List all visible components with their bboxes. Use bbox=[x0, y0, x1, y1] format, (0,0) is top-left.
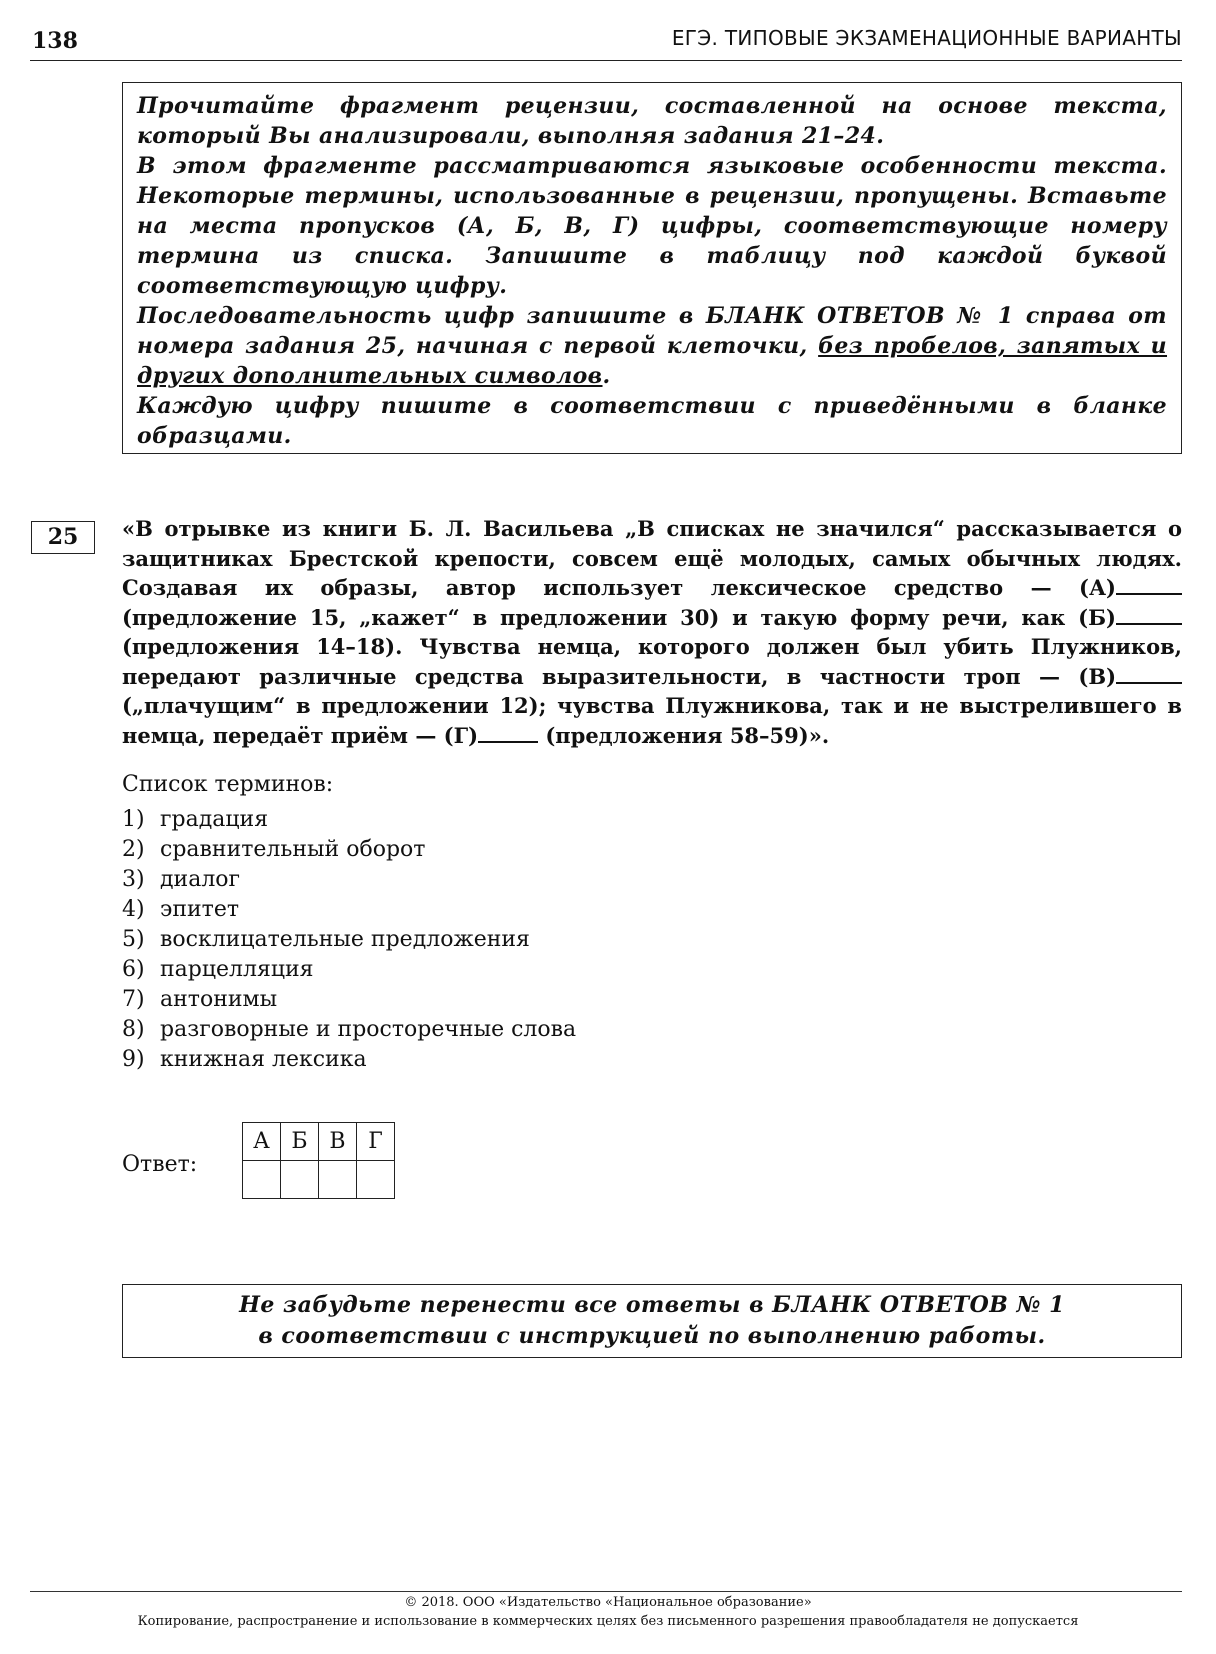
term-number: 9) bbox=[122, 1047, 145, 1072]
reminder-line: в соответствии с инструкцией по выполнению работы. bbox=[258, 1323, 1046, 1349]
answer-header-row bbox=[243, 1123, 395, 1161]
instructions-paragraph: Каждую цифру пишите в соответствии с приведёнными в бланке образцами. bbox=[137, 393, 1167, 449]
page-header bbox=[30, 20, 1182, 61]
list-item bbox=[122, 1015, 576, 1045]
list-item bbox=[122, 865, 576, 895]
list-item bbox=[122, 985, 576, 1015]
terms-title: Список терминов: bbox=[122, 772, 334, 797]
answer-cell-g[interactable] bbox=[357, 1161, 395, 1199]
answer-column-g: Г bbox=[357, 1123, 395, 1161]
term-number: 8) bbox=[122, 1017, 145, 1042]
answer-column-b: Б bbox=[281, 1123, 319, 1161]
task-text-segment: «В отрывке из книги Б. Л. Васильева „В списках не значился“ рассказывается о защитниках Брестской крепости, совсем ещё молодых, самых обычных людях. Создавая их образы, автор использует лексическое средство — (А) bbox=[122, 516, 1182, 600]
answer-cell-a[interactable] bbox=[243, 1161, 281, 1199]
answer-column-v: В bbox=[319, 1123, 357, 1161]
blank-b bbox=[1116, 605, 1182, 625]
list-item bbox=[122, 1045, 576, 1075]
terms-list bbox=[122, 805, 576, 1075]
instructions-paragraph bbox=[137, 301, 1167, 391]
instructions-text: Последовательность цифр запишите в БЛАНК ОТВЕТОВ № 1 справа от номера задания 25, начиная с первой клеточки, bbox=[137, 303, 1167, 359]
task-number-box: 25 bbox=[31, 521, 95, 554]
reminder-line: Не забудьте перенести все ответы в БЛАНК ОТВЕТОВ № 1 bbox=[239, 1292, 1065, 1318]
footer-copyright: © 2018. ООО «Издательство «Национальное образование» bbox=[404, 1595, 812, 1610]
term-text: эпитет bbox=[160, 897, 240, 922]
answer-input-row bbox=[243, 1161, 395, 1199]
footer-divider bbox=[30, 1591, 1182, 1592]
blank-v bbox=[1116, 664, 1182, 684]
instructions-underlined-text: без пробелов, запятых и других дополнительных символов bbox=[137, 333, 1168, 389]
task-text-segment: (предложение 15, „кажет“ в предложении 30) и такую форму речи, как (Б) bbox=[122, 604, 1116, 630]
list-item bbox=[122, 835, 576, 865]
answer-cell-v[interactable] bbox=[319, 1161, 357, 1199]
term-text: сравнительный оборот bbox=[160, 837, 426, 862]
page-number: 138 bbox=[32, 28, 78, 54]
instructions-text: . bbox=[602, 363, 611, 389]
instructions-box bbox=[122, 82, 1182, 454]
list-item bbox=[122, 895, 576, 925]
answer-cell-b[interactable] bbox=[281, 1161, 319, 1199]
term-text: книжная лексика bbox=[160, 1047, 367, 1072]
instructions-paragraph: В этом фрагменте рассматриваются языковые особенности текста. Некоторые термины, использованные в рецензии, пропущены. Вставьте на места пропусков (А, Б, В, Г) цифры, соответствующие номеру термина из списка. Запишите в таблицу под каждой буквой соответствующую цифру. bbox=[137, 153, 1167, 299]
blank-g bbox=[478, 723, 538, 743]
task-text-segment: („плачущим“ в предложении 12); чувства Плужникова, так и не выстрелившего в немца, передаёт приём — (Г) bbox=[122, 693, 1182, 748]
answer-table bbox=[242, 1122, 395, 1199]
term-number: 6) bbox=[122, 957, 145, 982]
term-number: 2) bbox=[122, 837, 145, 862]
term-text: антонимы bbox=[160, 987, 278, 1012]
term-text: диалог bbox=[160, 867, 241, 892]
task-text bbox=[122, 514, 1182, 750]
task-text-segment: (предложения 58–59)». bbox=[538, 722, 830, 748]
term-text: восклицательные предложения bbox=[160, 927, 530, 952]
footer-notice: Копирование, распространение и использование в коммерческих целях без письменного разрешения правообладателя не допускается bbox=[137, 1614, 1079, 1629]
task-text-segment: (предложения 14–18). Чувства немца, которого должен был убить Плужников, передают различные средства выразительности, в частности троп — (В) bbox=[122, 634, 1182, 689]
term-text: градация bbox=[160, 807, 269, 832]
term-text: парцелляция bbox=[160, 957, 314, 982]
term-number: 5) bbox=[122, 927, 145, 952]
term-number: 4) bbox=[122, 897, 145, 922]
instructions-paragraph: Прочитайте фрагмент рецензии, составленной на основе текста, который Вы анализировали, выполняя задания 21–24. bbox=[137, 93, 1167, 149]
running-title: ЕГЭ. ТИПОВЫЕ ЭКЗАМЕНАЦИОННЫЕ ВАРИАНТЫ bbox=[671, 26, 1182, 50]
answer-label: Ответ: bbox=[122, 1152, 198, 1177]
term-number: 3) bbox=[122, 867, 145, 892]
answer-column-a: А bbox=[243, 1123, 281, 1161]
term-number: 7) bbox=[122, 987, 145, 1012]
term-text: разговорные и просторечные слова bbox=[160, 1017, 577, 1042]
list-item bbox=[122, 925, 576, 955]
blank-a bbox=[1116, 575, 1182, 595]
term-number: 1) bbox=[122, 807, 145, 832]
list-item bbox=[122, 805, 576, 835]
reminder-box bbox=[122, 1284, 1182, 1358]
list-item bbox=[122, 955, 576, 985]
